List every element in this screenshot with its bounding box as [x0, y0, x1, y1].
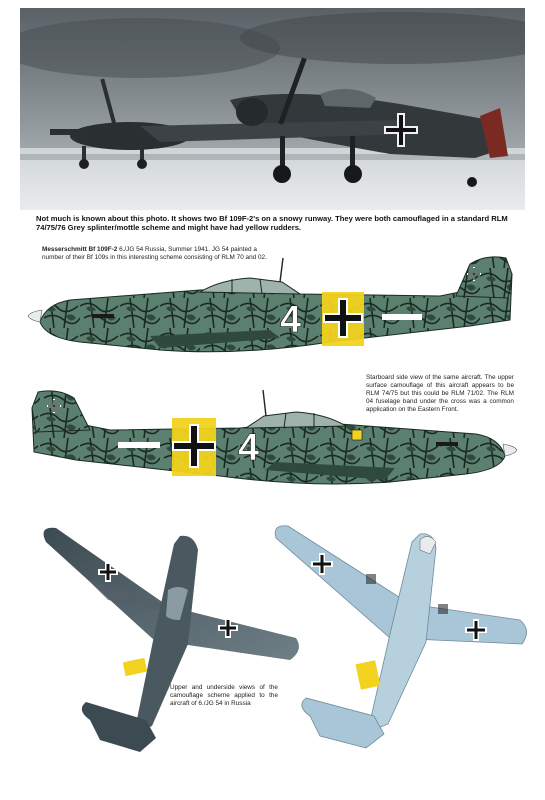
upper-plan-view — [28, 520, 300, 760]
starboard-caption: Starboard side view of the same aircraft. The upper surface camouflage of this aircraft appears to be RLM 74/75 but this could be RLM 71/02. The RLM 04 fuselage band under the cross was a common application on the Eastern Front. — [366, 374, 514, 413]
plan-caption: Upper and underside views of the camouflage scheme applied to the aircraft of 6./JG 54 in Russia — [170, 684, 278, 707]
starboard-aircraft-number: 4 — [238, 427, 260, 469]
profile-caption-type: Messerschmitt Bf 109F-2 — [42, 246, 118, 253]
photo-snowy-runway — [20, 8, 525, 210]
photo-caption: Not much is known about this photo. It shows two Bf 109F-2's on a snowy runway. They were both camouflaged in a standard RLM 74/75/76 Grey splinter/mottle scheme and might have had yellow rudders. — [36, 214, 508, 233]
port-aircraft-number: 4 — [280, 299, 302, 341]
profile-caption — [42, 246, 274, 262]
underside-plan-view — [270, 520, 532, 760]
profile-caption-text: 6./JG 54 Russia, Summer 1941. JG 54 painted a number of their Bf 109s in this interesting scheme consisting of RLM 70 and 02. — [42, 246, 267, 261]
